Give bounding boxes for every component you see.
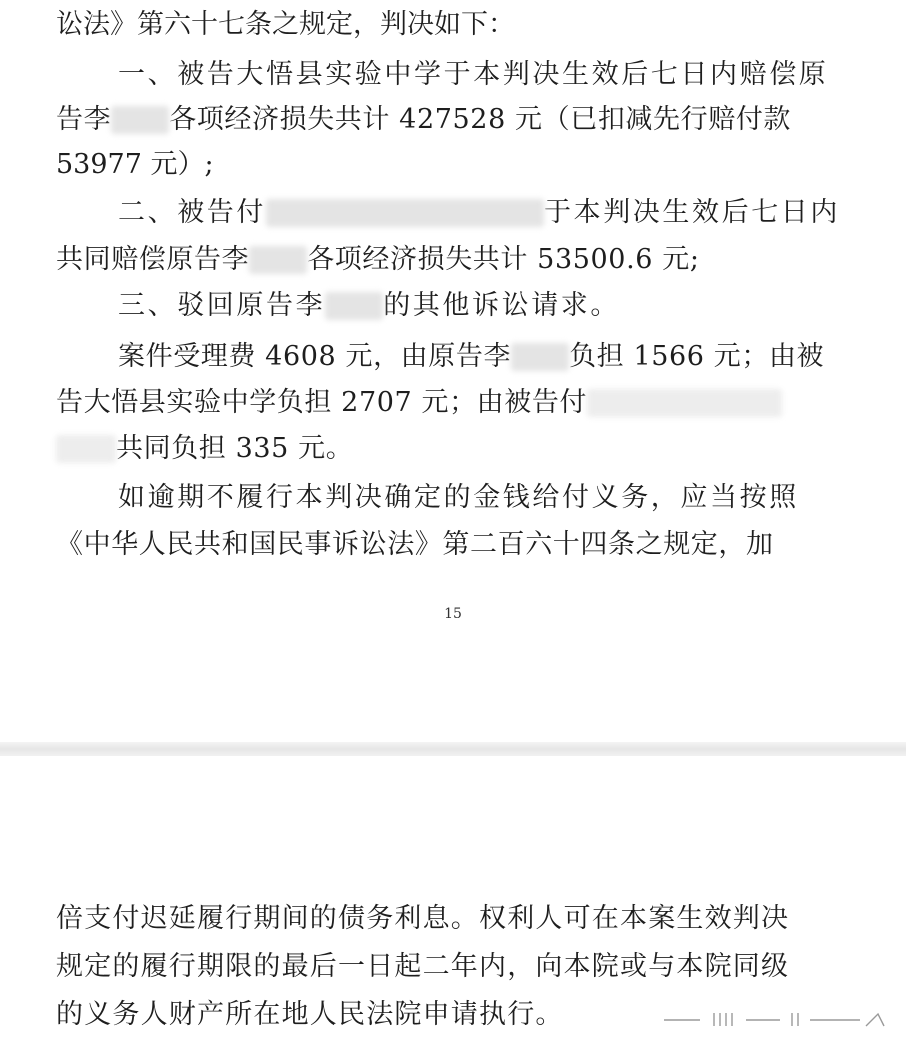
- text-line-content: 讼法》第六十七条之规定，判决如下：: [56, 9, 515, 40]
- text-line-content: 一、被告大悟县实验中学于本判决生效后七日内赔偿原: [118, 59, 829, 90]
- text-line-content: 共同负担 335 元。: [116, 433, 354, 464]
- text-line-content: 二、被告付: [118, 197, 266, 228]
- text-line-content: 53977 元）;: [56, 149, 214, 180]
- page-number: 15: [444, 606, 462, 622]
- redacted-name: [249, 246, 307, 274]
- text-line-content: 三、驳回原告李: [118, 290, 326, 321]
- text-line: [118, 289, 620, 323]
- text-line-content: 各项经济损失共计 53500.6 元;: [307, 244, 700, 275]
- text-line-content: 于本判决生效后七日内: [544, 197, 840, 228]
- text-line-content: 的义务人财产所在地人民法院申请执行。: [56, 999, 564, 1030]
- redacted-name: [325, 292, 383, 320]
- page-divider: [0, 742, 906, 756]
- text-line: [56, 950, 789, 984]
- text-line-content: 共同赔偿原告李: [56, 244, 250, 275]
- text-line-content: 的其他诉讼请求。: [383, 290, 621, 321]
- redacted-name: [266, 199, 544, 227]
- watermark-icon: [660, 1008, 888, 1030]
- text-line-content: 如逾期不履行本判决确定的金钱给付义务，应当按照: [118, 482, 799, 513]
- text-line: [56, 528, 774, 562]
- text-line: [56, 902, 789, 936]
- text-line: [118, 340, 824, 374]
- text-line-content: 案件受理费 4608 元，由原告李: [118, 341, 512, 372]
- text-line-content: 告李: [56, 104, 112, 135]
- text-line-content: 规定的履行期限的最后一日起二年内，向本院或与本院同级: [56, 951, 790, 982]
- document-page-16: [0, 756, 906, 1046]
- text-line-content: 各项经济损失共计 427528 元（已扣减先行赔付款: [169, 104, 792, 135]
- text-line: [56, 432, 353, 466]
- text-line-content: 告大悟县实验中学负担 2707 元；由被告付: [56, 387, 588, 418]
- text-line: [118, 58, 828, 92]
- redacted-name: [111, 106, 169, 134]
- redacted-name: [511, 343, 569, 371]
- text-line: [56, 386, 782, 420]
- text-line-content: 《中华人民共和国民事诉讼法》第二百六十四条之规定，加: [56, 529, 774, 560]
- redacted-name: [587, 389, 782, 417]
- text-line-content: 负担 1566 元；由被: [569, 341, 825, 372]
- text-line: [118, 481, 799, 515]
- text-line: [56, 148, 214, 182]
- redacted-name: [56, 435, 116, 463]
- text-line: [56, 243, 700, 277]
- text-line: [118, 196, 840, 230]
- text-line: [56, 8, 515, 42]
- text-line-content: 倍支付迟延履行期间的债务利息。权利人可在本案生效判决: [56, 903, 790, 934]
- text-line: [56, 998, 564, 1032]
- text-line: [56, 103, 791, 137]
